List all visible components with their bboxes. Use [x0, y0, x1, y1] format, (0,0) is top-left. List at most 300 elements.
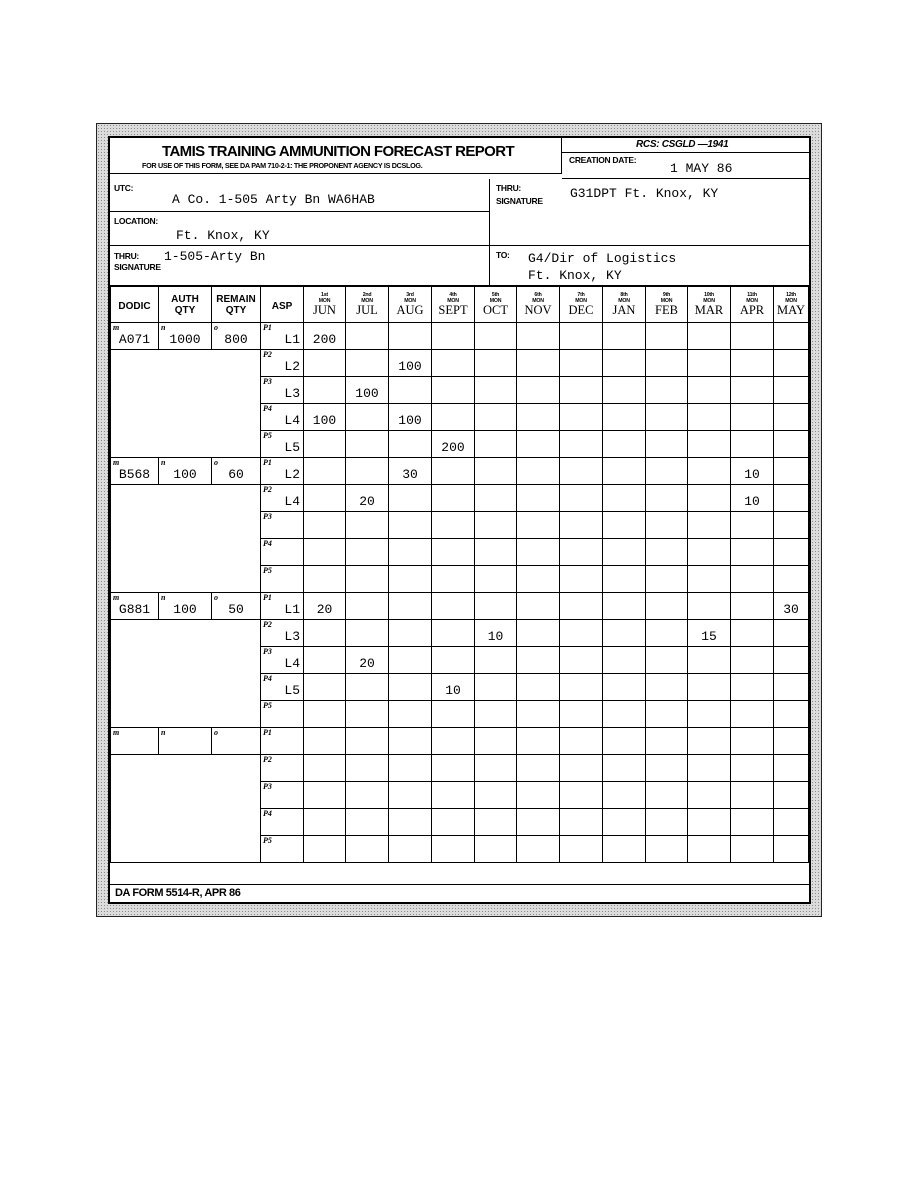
month-quantity-cell[interactable]: [389, 782, 432, 809]
month-quantity-cell[interactable]: [603, 485, 646, 512]
month-quantity-cell[interactable]: [560, 593, 603, 620]
month-quantity-cell[interactable]: [774, 566, 809, 593]
month-quantity-cell[interactable]: [517, 458, 560, 485]
asp-cell[interactable]: [261, 539, 304, 566]
month-quantity-cell[interactable]: [731, 782, 774, 809]
month-quantity-cell[interactable]: [517, 404, 560, 431]
dodic-cell[interactable]: [111, 593, 159, 620]
asp-cell[interactable]: [261, 377, 304, 404]
month-quantity-cell[interactable]: [603, 755, 646, 782]
asp-value: L4: [284, 656, 300, 671]
month-quantity-cell[interactable]: [475, 566, 517, 593]
month-quantity-cell[interactable]: [560, 782, 603, 809]
month-quantity-cell[interactable]: [688, 377, 731, 404]
month-quantity-cell[interactable]: [560, 674, 603, 701]
month-quantity-cell[interactable]: [346, 701, 389, 728]
month-quantity-cell[interactable]: [475, 701, 517, 728]
month-quantity-cell[interactable]: [603, 512, 646, 539]
month-quantity-cell[interactable]: [560, 512, 603, 539]
month-quantity-cell[interactable]: [517, 323, 560, 350]
month-quantity-cell[interactable]: [560, 404, 603, 431]
asp-cell[interactable]: [261, 566, 304, 593]
month-quantity-cell[interactable]: [688, 404, 731, 431]
month-quantity-cell[interactable]: [603, 701, 646, 728]
rcs-block: [562, 138, 809, 153]
month-quantity-cell[interactable]: [774, 728, 809, 755]
month-quantity-cell[interactable]: [475, 539, 517, 566]
month-quantity-cell[interactable]: [774, 674, 809, 701]
month-quantity-cell[interactable]: [346, 620, 389, 647]
dodic-cell[interactable]: [111, 458, 159, 485]
month-quantity-cell[interactable]: [560, 350, 603, 377]
month-quantity-cell[interactable]: [517, 674, 560, 701]
creation-date-value[interactable]: 1 MAY 86: [670, 161, 733, 176]
month-quantity-cell[interactable]: [517, 620, 560, 647]
month-quantity-cell[interactable]: [304, 566, 346, 593]
month-quantity-cell[interactable]: [475, 512, 517, 539]
month-quantity-cell[interactable]: [517, 755, 560, 782]
asp-cell[interactable]: [261, 620, 304, 647]
month-quantity-cell[interactable]: [688, 512, 731, 539]
month-quantity-cell[interactable]: [774, 377, 809, 404]
asp-cell[interactable]: [261, 512, 304, 539]
month-quantity-cell[interactable]: [432, 377, 475, 404]
month-quantity-cell[interactable]: [774, 701, 809, 728]
month-quantity-cell[interactable]: [346, 809, 389, 836]
month-quantity-cell[interactable]: [517, 701, 560, 728]
month-quantity-cell[interactable]: [346, 512, 389, 539]
month-quantity-cell[interactable]: [560, 431, 603, 458]
month-quantity-cell[interactable]: [346, 647, 389, 674]
month-quantity-cell[interactable]: [432, 431, 475, 458]
month-quantity-cell[interactable]: [389, 809, 432, 836]
month-quantity-cell[interactable]: [560, 701, 603, 728]
month-quantity-cell[interactable]: [346, 404, 389, 431]
month-quantity-cell[interactable]: [475, 593, 517, 620]
month-quantity-cell[interactable]: [346, 593, 389, 620]
month-quantity-cell[interactable]: [346, 431, 389, 458]
month-quantity-cell[interactable]: [304, 593, 346, 620]
thru-value-1[interactable]: G31DPT Ft. Knox, KY: [570, 186, 719, 201]
month-quantity-cell[interactable]: [432, 593, 475, 620]
forecast-report-form: [108, 136, 811, 904]
month-quantity-cell[interactable]: [646, 674, 688, 701]
month-quantity-cell[interactable]: [688, 620, 731, 647]
asp-cell[interactable]: [261, 323, 304, 350]
month-quantity-cell[interactable]: [603, 431, 646, 458]
asp-cell[interactable]: [261, 782, 304, 809]
month-quantity-cell[interactable]: [774, 755, 809, 782]
month-quantity-cell[interactable]: [688, 431, 731, 458]
month-quantity-cell[interactable]: [432, 620, 475, 647]
month-quantity-cell[interactable]: [646, 512, 688, 539]
month-quantity-cell[interactable]: [688, 647, 731, 674]
month-quantity-cell[interactable]: [304, 404, 346, 431]
month-quantity-cell[interactable]: [731, 539, 774, 566]
dodic-cell: [111, 647, 159, 674]
month-quantity-cell[interactable]: [346, 350, 389, 377]
month-quantity-cell[interactable]: [731, 728, 774, 755]
month-quantity-cell[interactable]: [646, 377, 688, 404]
month-quantity-cell[interactable]: [304, 755, 346, 782]
month-quantity-cell[interactable]: [517, 485, 560, 512]
month-quantity-cell[interactable]: [603, 404, 646, 431]
month-quantity-cell[interactable]: [560, 323, 603, 350]
asp-cell[interactable]: [261, 350, 304, 377]
month-quantity-cell[interactable]: [389, 512, 432, 539]
month-quantity-cell[interactable]: [688, 458, 731, 485]
month-quantity-cell[interactable]: [304, 350, 346, 377]
month-quantity-cell[interactable]: [517, 431, 560, 458]
month-quantity-cell[interactable]: [774, 836, 809, 863]
asp-cell[interactable]: [261, 755, 304, 782]
month-quantity-cell[interactable]: [688, 485, 731, 512]
month-quantity-cell[interactable]: [475, 620, 517, 647]
signature-label-1: SIGNATURE: [496, 196, 543, 206]
month-quantity-cell[interactable]: [603, 539, 646, 566]
month-quantity-cell[interactable]: [646, 485, 688, 512]
month-quantity-cell[interactable]: [731, 377, 774, 404]
month-quantity-cell[interactable]: [304, 836, 346, 863]
month-quantity-cell[interactable]: [688, 566, 731, 593]
month-quantity-cell[interactable]: [389, 674, 432, 701]
remain-qty-cell[interactable]: [212, 728, 261, 755]
month-quantity-cell[interactable]: [346, 539, 389, 566]
month-quantity-cell[interactable]: [517, 728, 560, 755]
month-quantity-cell[interactable]: [731, 755, 774, 782]
month-quantity-cell[interactable]: [646, 836, 688, 863]
month-quantity-cell[interactable]: [475, 836, 517, 863]
month-quantity-cell[interactable]: [603, 620, 646, 647]
month-quantity-cell[interactable]: [517, 782, 560, 809]
month-quantity-cell[interactable]: [688, 323, 731, 350]
month-quantity-cell[interactable]: [304, 647, 346, 674]
month-quantity-cell[interactable]: [603, 836, 646, 863]
month-quantity-cell[interactable]: [731, 323, 774, 350]
month-quantity-cell[interactable]: [432, 836, 475, 863]
month-quantity-cell[interactable]: [475, 458, 517, 485]
month-quantity-cell[interactable]: [432, 647, 475, 674]
month-quantity-cell[interactable]: [389, 836, 432, 863]
month-quantity-cell[interactable]: [560, 377, 603, 404]
month-quantity-cell[interactable]: [475, 404, 517, 431]
month-quantity-cell[interactable]: [389, 647, 432, 674]
utc-value[interactable]: A Co. 1-505 Arty Bn WA6HAB: [172, 192, 375, 207]
month-quantity-cell[interactable]: [389, 701, 432, 728]
month-quantity-cell[interactable]: [517, 512, 560, 539]
month-quantity-cell[interactable]: [304, 512, 346, 539]
to-value-line1[interactable]: G4/Dir of Logistics: [528, 251, 677, 266]
month-quantity-cell[interactable]: [646, 350, 688, 377]
month-quantity-cell[interactable]: [432, 512, 475, 539]
month-quantity-cell[interactable]: [517, 647, 560, 674]
month-quantity-cell[interactable]: [646, 620, 688, 647]
month-quantity-cell[interactable]: [731, 566, 774, 593]
month-quantity-cell[interactable]: [432, 566, 475, 593]
priority-marker: P3: [263, 647, 272, 656]
month-quantity-cell[interactable]: [389, 728, 432, 755]
month-quantity-cell[interactable]: [475, 485, 517, 512]
month-quantity-cell[interactable]: [432, 458, 475, 485]
month-quantity-cell[interactable]: [475, 809, 517, 836]
month-quantity-cell[interactable]: [603, 566, 646, 593]
asp-cell[interactable]: [261, 458, 304, 485]
month-quantity-cell[interactable]: [432, 485, 475, 512]
month-quantity-cell[interactable]: [432, 755, 475, 782]
month-header: 5th MON OCT: [475, 287, 517, 323]
month-quantity-cell[interactable]: [389, 485, 432, 512]
month-quantity-cell[interactable]: [432, 809, 475, 836]
month-quantity-cell[interactable]: [346, 728, 389, 755]
month-quantity-cell[interactable]: [688, 539, 731, 566]
auth-qty-cell[interactable]: [159, 728, 212, 755]
month-quantity-cell[interactable]: [389, 323, 432, 350]
auth-qty-cell[interactable]: [159, 458, 212, 485]
month-quantity-cell[interactable]: [731, 620, 774, 647]
month-quantity-cell[interactable]: [304, 539, 346, 566]
month-quantity-cell[interactable]: [731, 431, 774, 458]
remain-qty-cell[interactable]: [212, 593, 261, 620]
month-quantity-cell[interactable]: [304, 674, 346, 701]
location-value[interactable]: Ft. Knox, KY: [176, 228, 270, 243]
month-quantity-cell[interactable]: [432, 728, 475, 755]
month-quantity-cell[interactable]: [432, 674, 475, 701]
month-quantity-cell[interactable]: [389, 620, 432, 647]
month-quantity-cell[interactable]: [346, 458, 389, 485]
remain-qty-cell: [212, 809, 261, 836]
table-row: [111, 728, 809, 755]
month-quantity-cell[interactable]: [688, 350, 731, 377]
asp-cell[interactable]: [261, 836, 304, 863]
month-quantity-cell[interactable]: [774, 323, 809, 350]
month-quantity-cell[interactable]: [731, 512, 774, 539]
month-quantity-cell[interactable]: [646, 404, 688, 431]
month-quantity-cell[interactable]: [560, 647, 603, 674]
month-quantity-cell[interactable]: [603, 350, 646, 377]
month-quantity-cell[interactable]: [560, 620, 603, 647]
month-quantity-cell[interactable]: [731, 404, 774, 431]
month-quantity-cell[interactable]: [646, 701, 688, 728]
month-quantity-cell[interactable]: [646, 431, 688, 458]
month-quantity-cell[interactable]: [346, 566, 389, 593]
month-quantity-cell[interactable]: [603, 458, 646, 485]
month-quantity-cell[interactable]: [731, 674, 774, 701]
month-quantity-cell[interactable]: [774, 458, 809, 485]
month-quantity-cell[interactable]: [560, 485, 603, 512]
month-quantity-cell[interactable]: [646, 809, 688, 836]
month-quantity-cell[interactable]: [517, 809, 560, 836]
month-quantity-cell[interactable]: [731, 485, 774, 512]
month-quantity-cell[interactable]: [304, 701, 346, 728]
month-quantity-cell[interactable]: [304, 458, 346, 485]
month-quantity-cell[interactable]: [517, 539, 560, 566]
month-quantity-cell[interactable]: [603, 674, 646, 701]
month-quantity-cell[interactable]: [346, 674, 389, 701]
month-quantity-cell[interactable]: [560, 809, 603, 836]
month-quantity-cell[interactable]: [432, 701, 475, 728]
asp-value: L5: [284, 440, 300, 455]
month-quantity-cell[interactable]: [517, 836, 560, 863]
month-quantity-cell[interactable]: [346, 755, 389, 782]
month-header: 12th MON MAY: [774, 287, 809, 323]
month-quantity-cell[interactable]: [646, 323, 688, 350]
month-quantity-cell[interactable]: [603, 728, 646, 755]
remain-qty-cell[interactable]: [212, 323, 261, 350]
month-quantity-cell[interactable]: [304, 431, 346, 458]
month-quantity-cell[interactable]: [304, 620, 346, 647]
month-quantity-cell[interactable]: [389, 539, 432, 566]
month-quantity-cell[interactable]: [560, 539, 603, 566]
month-quantity-cell[interactable]: [603, 323, 646, 350]
month-quantity-cell[interactable]: [731, 350, 774, 377]
month-header: 8th MON JAN: [603, 287, 646, 323]
month-quantity-cell[interactable]: [560, 458, 603, 485]
month-quantity-cell[interactable]: [646, 566, 688, 593]
month-quantity-cell[interactable]: [432, 782, 475, 809]
month-quantity-cell[interactable]: [475, 755, 517, 782]
month-quantity-cell[interactable]: [646, 782, 688, 809]
month-quantity-cell[interactable]: [646, 539, 688, 566]
month-quantity-cell[interactable]: [646, 593, 688, 620]
month-quantity-cell[interactable]: [389, 593, 432, 620]
month-quantity-cell[interactable]: [389, 350, 432, 377]
month-quantity-cell[interactable]: [304, 377, 346, 404]
month-quantity-cell[interactable]: [774, 512, 809, 539]
month-quantity-cell[interactable]: [774, 620, 809, 647]
month-quantity-cell[interactable]: [688, 836, 731, 863]
asp-cell[interactable]: [261, 647, 304, 674]
month-quantity-cell[interactable]: [688, 674, 731, 701]
month-quantity-cell[interactable]: [774, 539, 809, 566]
month-quantity-cell[interactable]: [389, 458, 432, 485]
month-quantity-cell[interactable]: [603, 593, 646, 620]
month-quantity-cell[interactable]: [560, 566, 603, 593]
month-quantity-cell[interactable]: [560, 728, 603, 755]
month-quantity-cell[interactable]: [346, 485, 389, 512]
month-quantity-cell[interactable]: [304, 485, 346, 512]
month-quantity-cell[interactable]: [560, 836, 603, 863]
month-quantity-cell[interactable]: [774, 431, 809, 458]
auth-qty-cell[interactable]: [159, 323, 212, 350]
month-quantity-value: 20: [359, 494, 375, 509]
utc-label: UTC:: [114, 183, 134, 193]
asp-cell[interactable]: [261, 674, 304, 701]
month-quantity-cell[interactable]: [389, 377, 432, 404]
month-quantity-cell[interactable]: [560, 755, 603, 782]
month-quantity-cell[interactable]: [731, 458, 774, 485]
month-quantity-cell[interactable]: [731, 701, 774, 728]
month-quantity-cell[interactable]: [304, 809, 346, 836]
month-quantity-cell[interactable]: [731, 836, 774, 863]
month-quantity-cell[interactable]: [304, 728, 346, 755]
month-quantity-cell[interactable]: [517, 350, 560, 377]
thru-value-2[interactable]: 1-505-Arty Bn: [164, 249, 266, 264]
month-quantity-cell[interactable]: [475, 782, 517, 809]
month-quantity-cell[interactable]: [603, 782, 646, 809]
month-quantity-value: 20: [316, 602, 333, 617]
month-quantity-cell[interactable]: [646, 458, 688, 485]
month-quantity-cell[interactable]: [646, 647, 688, 674]
month-quantity-cell[interactable]: [432, 404, 475, 431]
month-quantity-cell[interactable]: [346, 377, 389, 404]
month-quantity-cell[interactable]: [603, 377, 646, 404]
asp-cell[interactable]: [261, 593, 304, 620]
month-quantity-cell[interactable]: [731, 593, 774, 620]
asp-cell[interactable]: [261, 485, 304, 512]
month-quantity-cell[interactable]: [346, 782, 389, 809]
month-quantity-value: 100: [398, 359, 422, 374]
month-quantity-cell[interactable]: [475, 647, 517, 674]
month-quantity-cell[interactable]: [774, 647, 809, 674]
remain-qty-cell[interactable]: [212, 458, 261, 485]
month-quantity-cell[interactable]: [517, 377, 560, 404]
month-quantity-cell[interactable]: [432, 323, 475, 350]
month-quantity-cell[interactable]: [346, 836, 389, 863]
auth-qty-cell[interactable]: [159, 593, 212, 620]
dodic-cell[interactable]: [111, 728, 159, 755]
month-quantity-cell[interactable]: [389, 431, 432, 458]
month-quantity-cell[interactable]: [346, 323, 389, 350]
month-quantity-cell[interactable]: [475, 323, 517, 350]
dodic-cell[interactable]: [111, 323, 159, 350]
month-quantity-cell[interactable]: [688, 755, 731, 782]
asp-cell[interactable]: [261, 431, 304, 458]
to-label: TO:: [496, 250, 510, 260]
month-quantity-cell[interactable]: [774, 593, 809, 620]
thru-label-1: THRU:: [496, 183, 521, 193]
priority-marker: P5: [263, 431, 272, 440]
month-quantity-cell[interactable]: [475, 377, 517, 404]
month-quantity-cell[interactable]: [774, 782, 809, 809]
month-quantity-cell[interactable]: [389, 755, 432, 782]
month-quantity-cell[interactable]: [475, 728, 517, 755]
asp-cell[interactable]: [261, 728, 304, 755]
month-quantity-cell[interactable]: [774, 485, 809, 512]
dodic-cell: [111, 701, 159, 728]
month-quantity-cell[interactable]: [475, 431, 517, 458]
month-quantity-cell[interactable]: [389, 404, 432, 431]
month-quantity-cell[interactable]: [603, 809, 646, 836]
to-value-line2[interactable]: Ft. Knox, KY: [528, 268, 622, 283]
month-quantity-cell[interactable]: [603, 647, 646, 674]
month-quantity-cell[interactable]: [517, 566, 560, 593]
month-quantity-cell[interactable]: [731, 809, 774, 836]
month-quantity-cell[interactable]: [304, 782, 346, 809]
month-quantity-cell[interactable]: [475, 350, 517, 377]
month-quantity-cell[interactable]: [688, 701, 731, 728]
month-quantity-cell[interactable]: [517, 593, 560, 620]
month-quantity-cell[interactable]: [304, 323, 346, 350]
month-quantity-cell[interactable]: [389, 566, 432, 593]
month-quantity-cell[interactable]: [475, 674, 517, 701]
month-quantity-cell[interactable]: [646, 728, 688, 755]
asp-cell[interactable]: [261, 701, 304, 728]
month-quantity-cell[interactable]: [688, 728, 731, 755]
month-quantity-cell[interactable]: [731, 647, 774, 674]
month-quantity-cell[interactable]: [432, 539, 475, 566]
month-quantity-cell[interactable]: [774, 404, 809, 431]
month-quantity-cell[interactable]: [646, 755, 688, 782]
asp-cell[interactable]: [261, 809, 304, 836]
month-quantity-cell[interactable]: [688, 782, 731, 809]
asp-cell[interactable]: [261, 404, 304, 431]
month-quantity-cell[interactable]: [688, 593, 731, 620]
remain-qty-cell: [212, 512, 261, 539]
month-quantity-cell[interactable]: [432, 350, 475, 377]
month-quantity-cell[interactable]: [774, 350, 809, 377]
month-quantity-cell[interactable]: [688, 809, 731, 836]
month-quantity-cell[interactable]: [774, 809, 809, 836]
